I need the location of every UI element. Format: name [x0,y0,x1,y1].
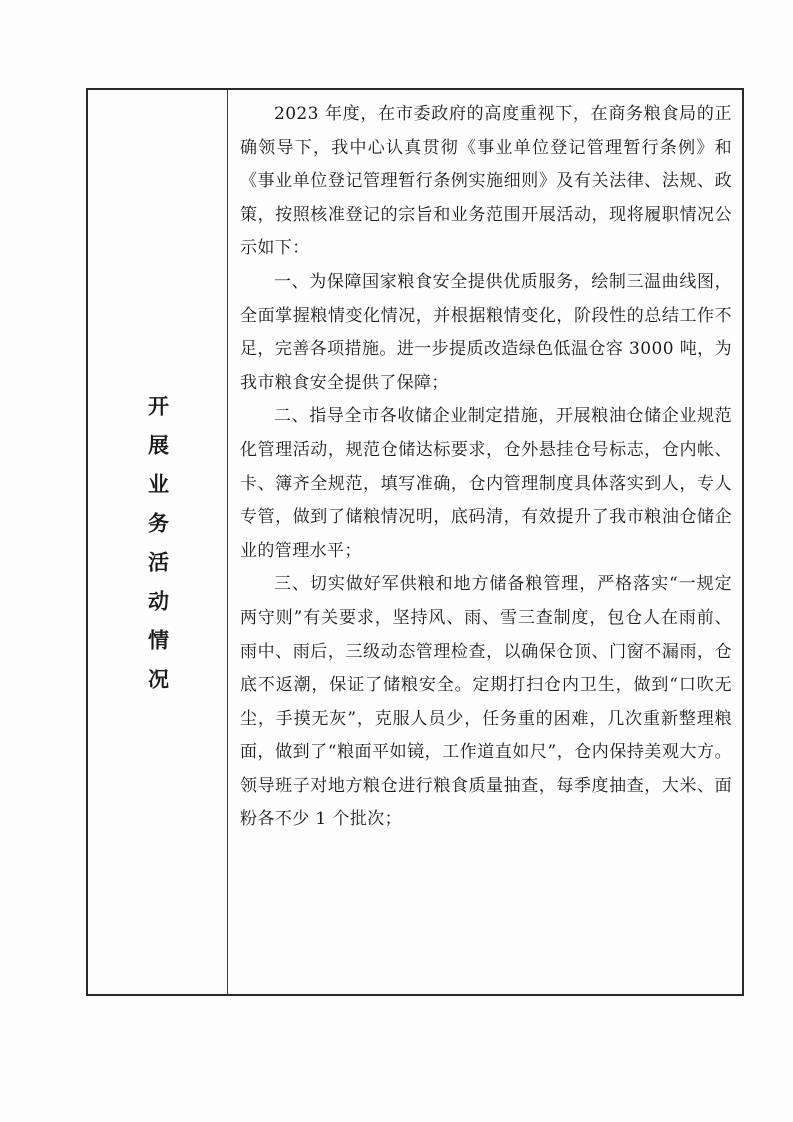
section-content-cell [228,90,742,994]
activity-table [86,88,744,996]
paragraph-item-3: 三、切实做好军供粮和地方储备粮管理，严格落实“一规定两守则”有关要求，坚持风、雨、雪三查制度，包仓人在雨前、雨中、雨后，三级动态管理检查，以确保仓顶、门窗不漏雨，仓底不返潮，保证了储粮安全。定期打扫仓内卫生，做到“口吹无尘，手摸无灰”，克服人员少，任务重的困难，几次重新整理粮面，做到了“粮面平如镜，工作道直如尺”，仓内保持美观大方。领导班子对地方粮仓进行粮食质量抽查，每季度抽查，大米、面粉各不少 1 个批次； [240,574,732,830]
section-label: 开展业务活动情况 [145,395,170,707]
paragraph-intro: 2023 年度，在市委政府的高度重视下，在商务粮食局的正确领导下，我中心认真贯彻《事业单位登记管理暂行条例》和《事业单位登记管理暂行条例实施细则》及有关法律、法规、政策，按照核准登记的宗旨和业务范围开展活动，现将履职情况公示如下： [240,104,732,259]
paragraph-item-2: 二、指导全市各收储企业制定措施，开展粮油仓储企业规范化管理活动，规范仓储达标要求，仓外悬挂仓号标志，仓内帐、卡、簿齐全规范，填写准确，仓内管理制度具体落实到人，专人专管，做到了储粮情况明，底码清，有效提升了我市粮油仓储企业的管理水平； [240,406,732,561]
paragraph-item-1: 一、为保障国家粮食安全提供优质服务，绘制三温曲线图，全面掌握粮情变化情况，并根据粮情变化，阶段性的总结工作不足，完善各项措施。进一步提质改造绿色低温仓容 3000 吨，为我市粮食安全提供了保障； [240,271,732,393]
section-label-cell [88,90,228,994]
